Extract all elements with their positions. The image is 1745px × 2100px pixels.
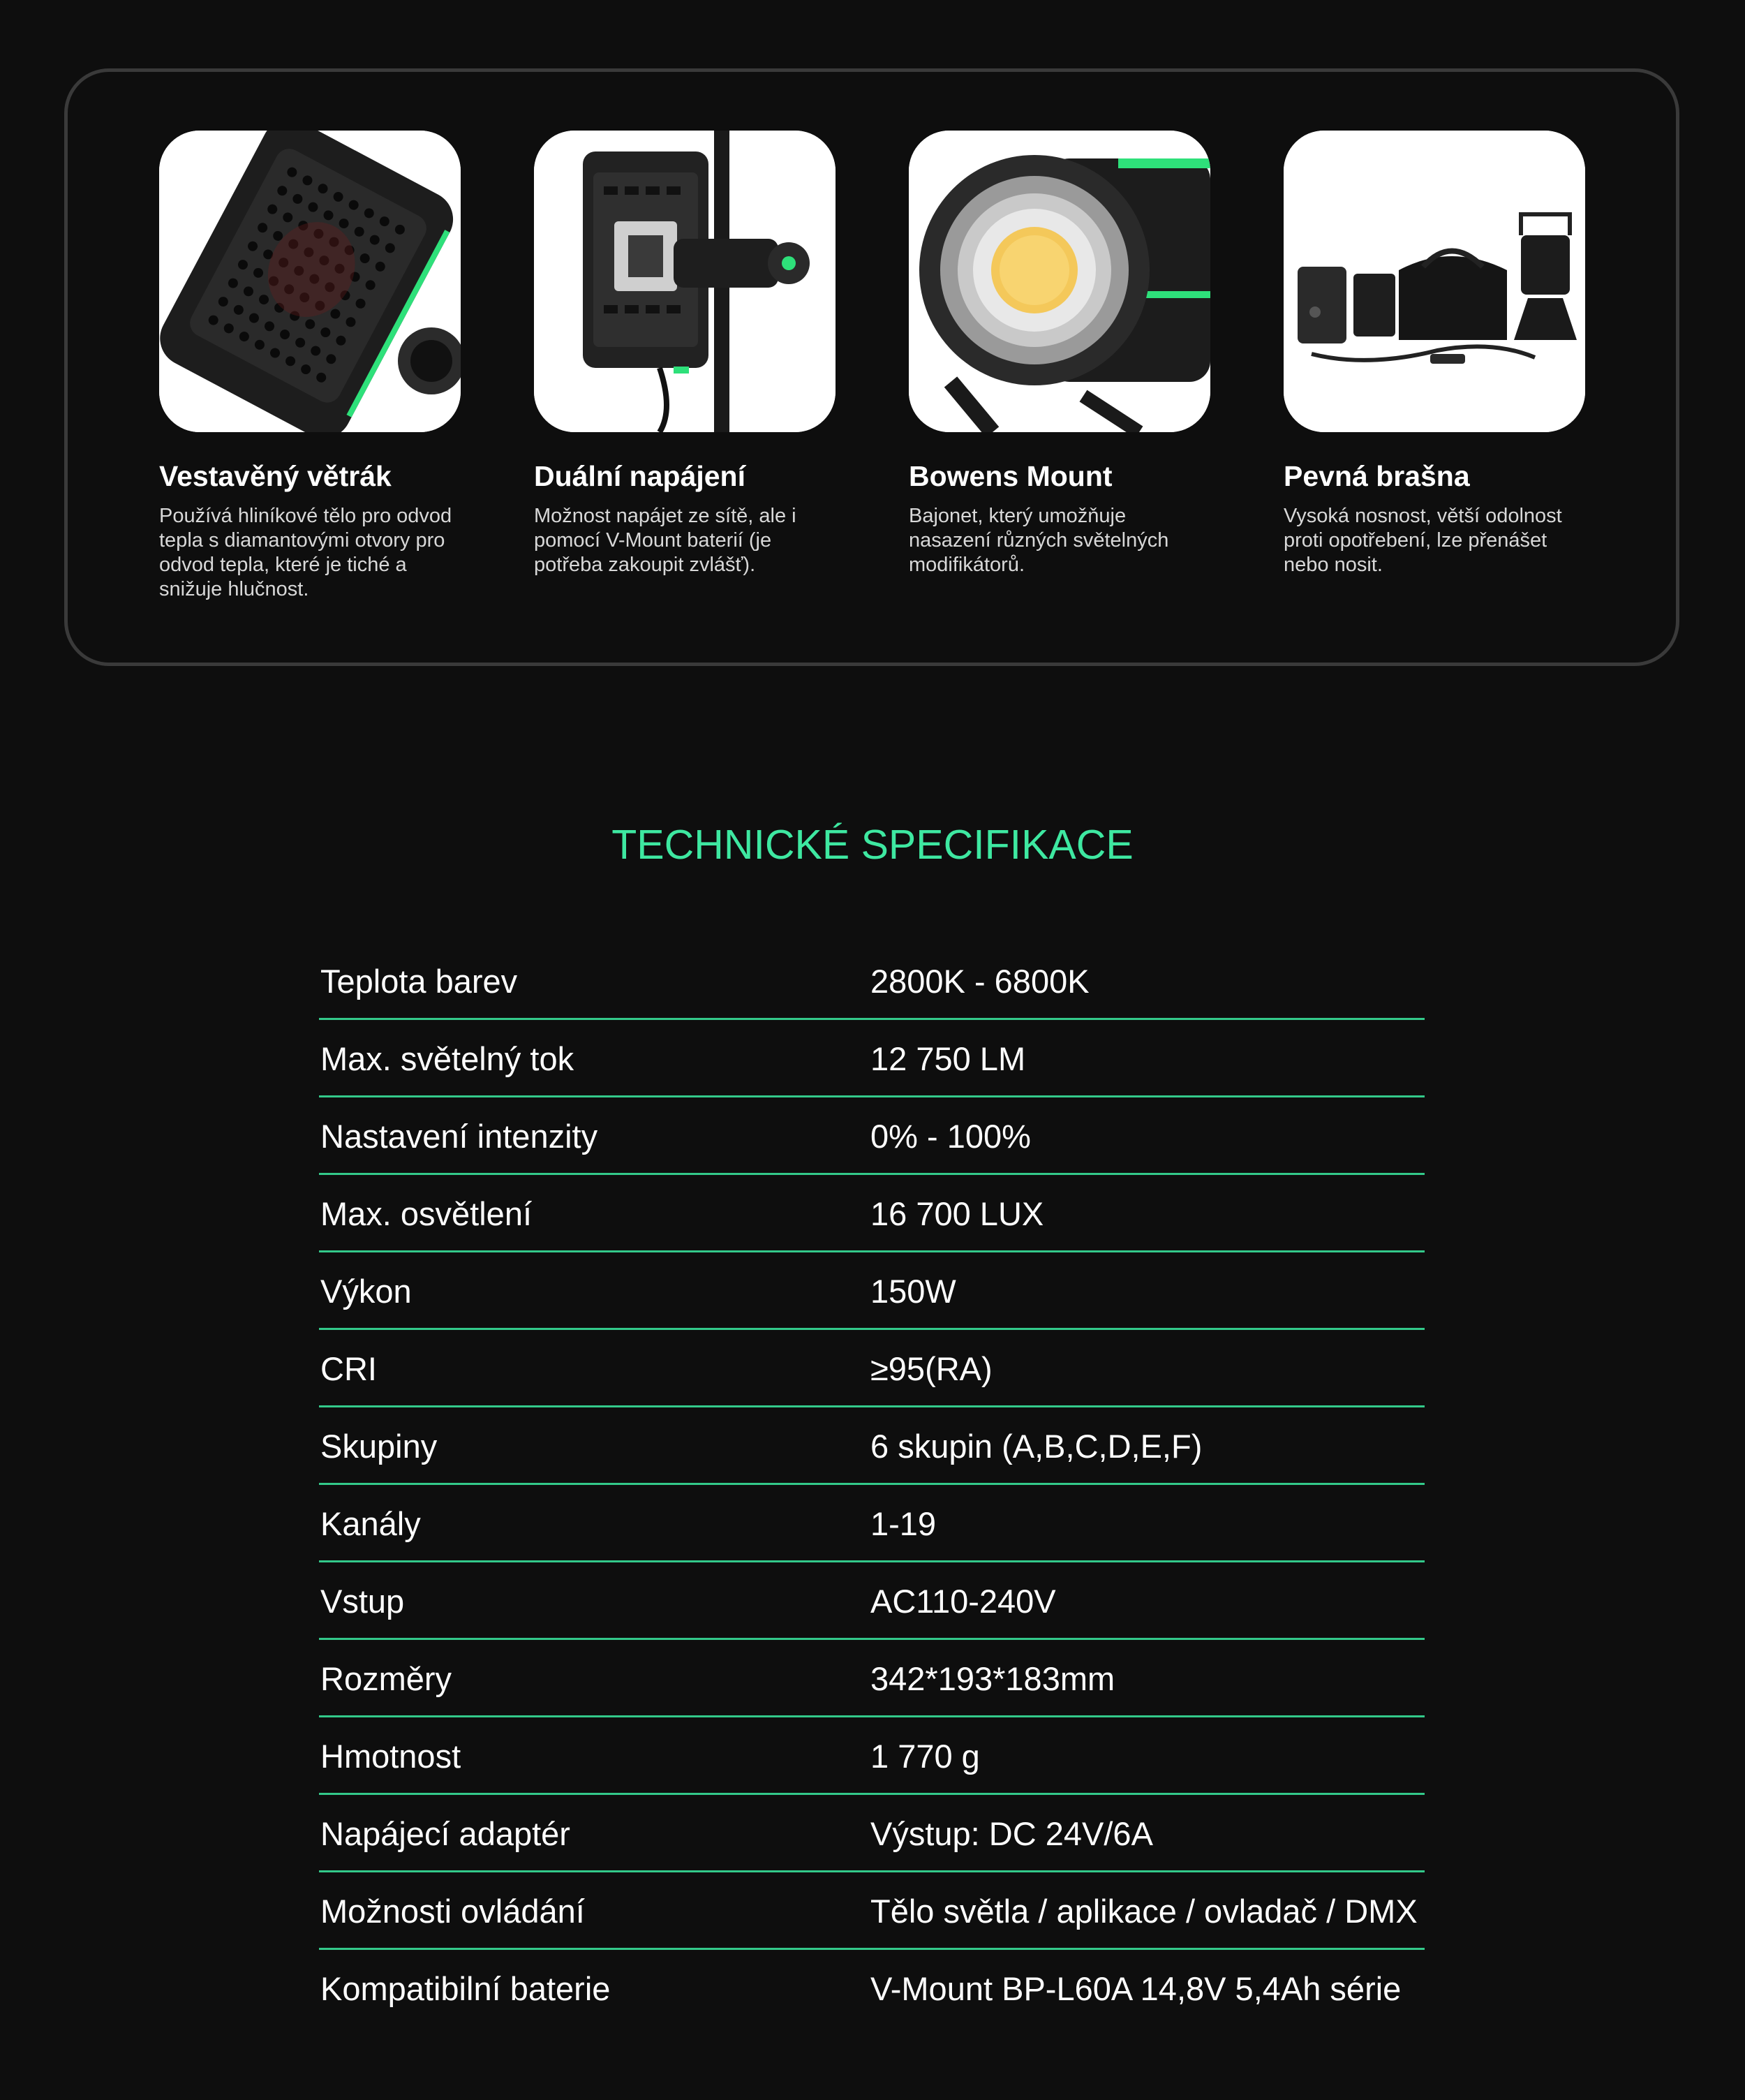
feature-title: Vestavěný větrák bbox=[159, 460, 392, 492]
fan-light-body-image bbox=[159, 131, 461, 432]
spec-label: Výkon bbox=[320, 1273, 412, 1310]
feature-built-in-fan bbox=[159, 131, 461, 602]
spec-row bbox=[319, 1097, 1425, 1175]
feature-title: Duální napájení bbox=[534, 460, 745, 492]
carry-bag-kit-image bbox=[1284, 131, 1585, 432]
spec-row bbox=[319, 1950, 1425, 2025]
spec-label: Skupiny bbox=[320, 1428, 438, 1465]
spec-row bbox=[319, 1872, 1425, 1950]
feature-title: Pevná brašna bbox=[1284, 460, 1470, 492]
spec-label: Rozměry bbox=[320, 1660, 452, 1697]
spec-value: 1 770 g bbox=[870, 1738, 980, 1775]
spec-row bbox=[319, 1485, 1425, 1562]
v-mount-power-supply-image bbox=[534, 131, 836, 432]
spec-row bbox=[319, 1252, 1425, 1330]
feature-hard-bag bbox=[1284, 131, 1585, 577]
spec-value: 1-19 bbox=[870, 1505, 937, 1542]
spec-row bbox=[319, 1717, 1425, 1795]
spec-label: Kanály bbox=[320, 1505, 421, 1542]
spec-label: Max. světelný tok bbox=[320, 1040, 574, 1077]
spec-value: Výstup: DC 24V/6A bbox=[870, 1815, 1153, 1852]
spec-row bbox=[319, 1330, 1425, 1407]
feature-title: Bowens Mount bbox=[909, 460, 1113, 492]
spec-row bbox=[319, 1562, 1425, 1640]
feature-description: Vysoká nosnost, větší odolnost proti opotřebení, lze přenášet nebo nosit. bbox=[1284, 505, 1562, 576]
spec-label: Hmotnost bbox=[320, 1738, 461, 1775]
spec-value: 150W bbox=[870, 1273, 956, 1310]
spec-value: 6 skupin (A,B,C,D,E,F) bbox=[870, 1428, 1203, 1465]
feature-description: Používá hliníkové tělo pro odvod tepla s diamantovými otvory pro odvod tepla, které je tiché a snižuje hlučnost. bbox=[159, 505, 452, 600]
spec-value: 16 700 LUX bbox=[870, 1195, 1044, 1232]
spec-row bbox=[319, 942, 1425, 1020]
spec-value: V-Mount BP-L60A 14,8V 5,4Ah série bbox=[870, 1970, 1402, 2007]
spec-label: Kompatibilní baterie bbox=[320, 1970, 611, 2007]
spec-label: Nastavení intenzity bbox=[320, 1118, 598, 1155]
spec-value: ≥95(RA) bbox=[870, 1350, 993, 1387]
spec-label: Možnosti ovládání bbox=[320, 1893, 585, 1930]
spec-row bbox=[319, 1795, 1425, 1872]
feature-dual-power bbox=[534, 131, 836, 577]
spec-value: 2800K - 6800K bbox=[870, 963, 1090, 1000]
bowens-mount-light-image bbox=[909, 131, 1210, 432]
specs-title: TECHNICKÉ SPECIFIKACE bbox=[611, 822, 1134, 868]
feature-description: Možnost napájet ze sítě, ale i pomocí V-Mount baterií (je potřeba zakoupit zvlášť). bbox=[534, 505, 796, 576]
spec-row bbox=[319, 1020, 1425, 1097]
spec-label: Napájecí adaptér bbox=[320, 1815, 570, 1852]
features-card bbox=[64, 68, 1679, 666]
specs-table bbox=[319, 942, 1425, 2025]
spec-row bbox=[319, 1175, 1425, 1252]
spec-value: 342*193*183mm bbox=[870, 1660, 1115, 1697]
spec-label: CRI bbox=[320, 1350, 377, 1387]
spec-value: AC110-240V bbox=[870, 1583, 1056, 1620]
spec-row bbox=[319, 1407, 1425, 1485]
feature-bowens-mount bbox=[909, 131, 1210, 577]
spec-label: Vstup bbox=[320, 1583, 405, 1620]
spec-label: Max. osvětlení bbox=[320, 1195, 533, 1232]
spec-value: Tělo světla / aplikace / ovladač / DMX bbox=[870, 1893, 1418, 1930]
spec-label: Teplota barev bbox=[320, 963, 518, 1000]
feature-description: Bajonet, který umožňuje nasazení různých světelných modifikátorů. bbox=[909, 505, 1169, 576]
spec-value: 0% - 100% bbox=[870, 1118, 1031, 1155]
spec-value: 12 750 LM bbox=[870, 1040, 1026, 1077]
spec-row bbox=[319, 1640, 1425, 1717]
